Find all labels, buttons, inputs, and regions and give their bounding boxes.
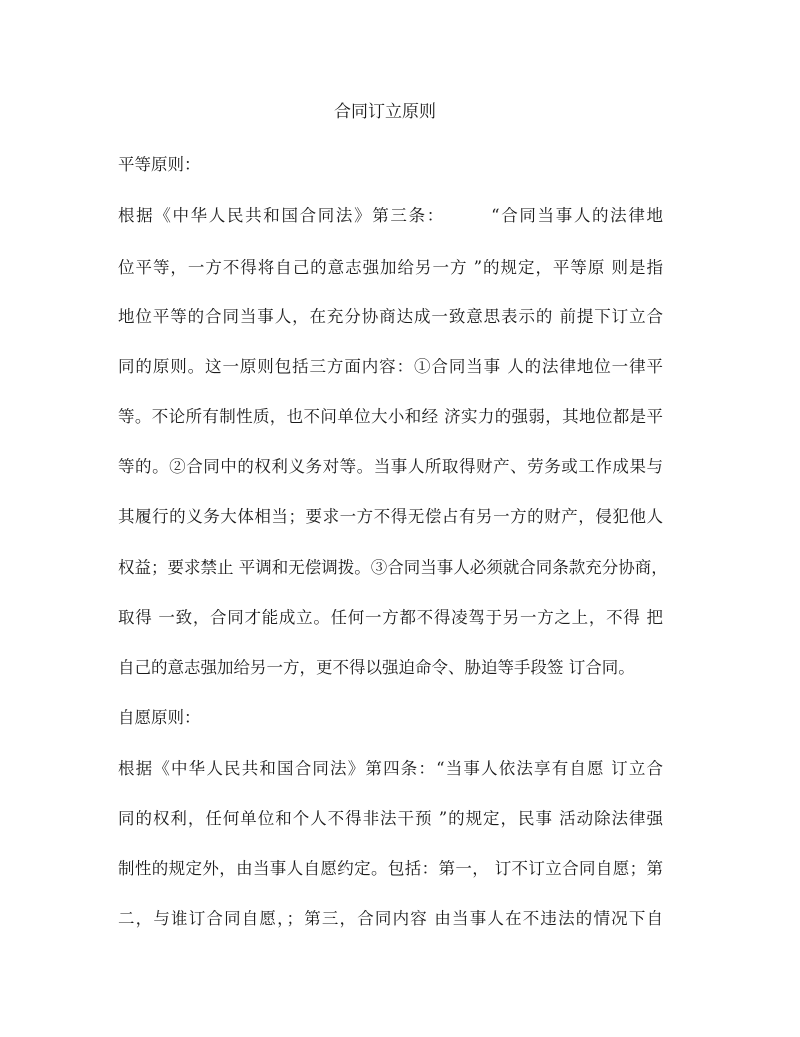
document-title: 合同订立原则	[334, 102, 436, 122]
paragraph-line: 制性的规定外，由当事人自愿约定。包括：第一， 订不订立合同自愿；第	[118, 859, 663, 878]
paragraph-line: 同的原则。这一原则包括三方面内容：①合同当事 人的法律地位一律平	[118, 357, 663, 376]
paragraph-line: 其履行的义务大体相当；要求一方不得无偿占有另一方的财产，侵犯他人	[118, 507, 663, 526]
section-heading-equality: 平等原则：	[118, 155, 201, 174]
paragraph-line: 取得 一致，合同才能成立。任何一方都不得凌驾于另一方之上，不得 把	[118, 608, 663, 627]
paragraph-line: 自己的意志强加给另一方，更不得以强迫命令、胁迫等手段签 订合同。	[118, 658, 635, 677]
paragraph-line: 等。不论所有制性质，也不问单位大小和经 济实力的强弱，其地位都是平	[118, 407, 663, 426]
paragraph-line: 根据《中华人民共和国合同法》第三条： “合同当事人的法律地	[118, 206, 663, 225]
paragraph-line: 地位平等的合同当事人，在充分协商达成一致意思表示的 前提下订立合	[118, 307, 663, 326]
section-heading-voluntariness: 自愿原则：	[118, 708, 201, 727]
paragraph-line: 根据《中华人民共和国合同法》第四条：“当事人依法享有自愿 订立合	[118, 759, 663, 778]
paragraph-line: 二，与谁订合同自愿，；第三，合同内容 由当事人在不违法的情况下自	[118, 909, 663, 928]
paragraph-line: 权益；要求禁止 平调和无偿调拨。③合同当事人必须就合同条款充分协商，	[118, 558, 668, 577]
paragraph-line: 等的。②合同中的权利义务对等。当事人所取得财产、劳务或工作成果与	[118, 457, 663, 476]
paragraph-line: 同的权利，任何单位和个人不得非法干预 ”的规定，民事 活动除法律强	[118, 809, 663, 828]
paragraph-line: 位平等，一方不得将自己的意志强加给另一方 ”的规定，平等原 则是指	[118, 258, 663, 277]
